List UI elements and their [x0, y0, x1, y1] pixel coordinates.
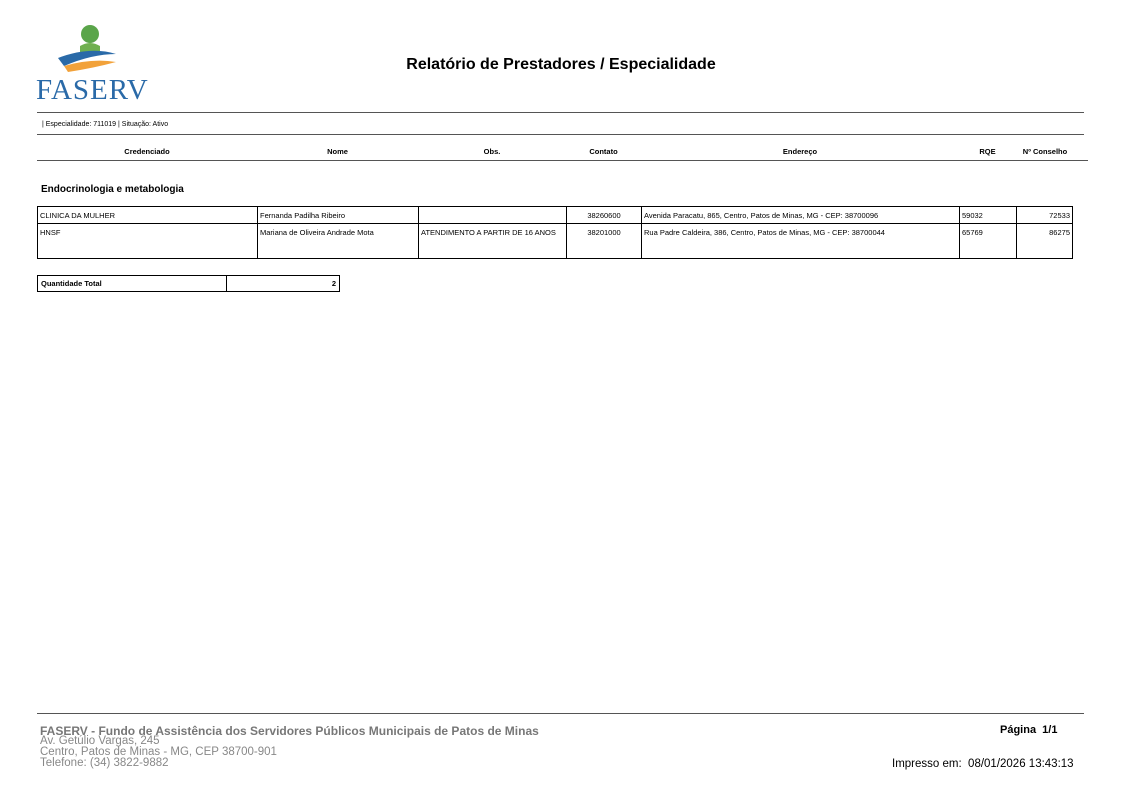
- cell-nome: Fernanda Padilha Ribeiro: [258, 207, 419, 224]
- cell-contato: 38201000: [567, 224, 642, 259]
- column-header-contato: Contato: [589, 147, 618, 156]
- header-divider: [37, 112, 1084, 113]
- printed-timestamp: Impresso em: 08/01/2026 13:43:13: [892, 758, 1074, 770]
- column-header-bottom-rule: [37, 160, 1088, 161]
- cell-contato: 38260600: [567, 207, 642, 224]
- cell-credenciado: CLINICA DA MULHER: [38, 207, 258, 224]
- cell-conselho: 72533: [1017, 207, 1073, 224]
- cell-obs: [419, 207, 567, 224]
- footer-organization: FASERV - Fundo de Assistência dos Servidores Públicos Municipais de Patos de Minas: [40, 724, 539, 738]
- cell-obs: ATENDIMENTO A PARTIR DE 16 ANOS: [419, 224, 567, 259]
- cell-endereco: Rua Padre Caldeira, 386, Centro, Patos de Minas, MG - CEP: 38700044: [642, 224, 960, 259]
- footer-phone: Telefone: (34) 3822-9882: [40, 757, 169, 769]
- total-label: Quantidade Total: [38, 276, 227, 292]
- cell-nome: Mariana de Oliveira Andrade Mota: [258, 224, 419, 259]
- total-table: [37, 275, 340, 292]
- table-row: [38, 207, 1073, 224]
- providers-table: [37, 206, 1073, 259]
- faserv-logo: [34, 24, 149, 106]
- cell-rqe: 65769: [960, 224, 1017, 259]
- column-header-rqe: RQE: [979, 147, 996, 156]
- cell-rqe: 59032: [960, 207, 1017, 224]
- footer-address-line-1: Av. Getúlio Vargas, 245: [40, 735, 160, 747]
- total-row: [38, 276, 340, 292]
- report-title: Relatório de Prestadores / Especialidade: [406, 56, 716, 73]
- cell-endereco: Avenida Paracatu, 865, Centro, Patos de Minas, MG - CEP: 38700096: [642, 207, 960, 224]
- faserv-logo-icon: [34, 24, 146, 80]
- total-value: 2: [227, 276, 340, 292]
- filter-summary: | Especialidade: 711019 | Situação: Ativo: [42, 121, 169, 128]
- footer-address: [40, 736, 277, 769]
- column-header-top-rule: [37, 134, 1084, 135]
- cell-credenciado: HNSF: [38, 224, 258, 259]
- column-header-nome: Nome: [327, 147, 348, 156]
- specialty-section-title: Endocrinologia e metabologia: [41, 184, 184, 195]
- column-header-conselho: Nº Conselho: [1022, 147, 1068, 156]
- cell-conselho: 86275: [1017, 224, 1073, 259]
- column-header-credenciado: Credenciado: [124, 147, 170, 156]
- column-header-obs: Obs.: [483, 147, 501, 156]
- footer-divider: [37, 713, 1084, 714]
- logo-text: FASERV: [36, 74, 149, 106]
- footer-address-line-2: Centro, Patos de Minas - MG, CEP 38700-901: [40, 746, 277, 758]
- table-row: [38, 224, 1073, 259]
- column-header-endereco: Endereço: [782, 147, 818, 156]
- page-number: Página 1/1: [1000, 724, 1058, 736]
